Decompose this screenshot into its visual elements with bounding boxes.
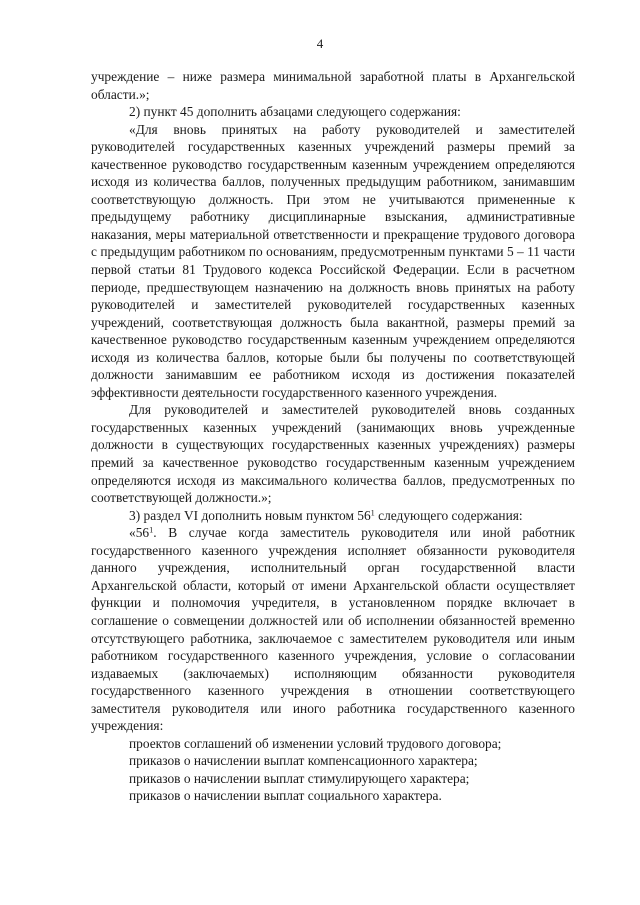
- page-number: 4: [316, 36, 324, 51]
- paragraph-new-institutions: Для руководителей и заместителей руководителей вновь созданных государственных казенных учреждений (занимающих вновь учрежденные должности в существующих государственных казенных учреждениях) размеры премий за качественное руководство государственным казенным учреждением определяются исходя из максимального количества баллов, предусмотренных по соответствующей должности.»;: [91, 402, 575, 506]
- list-item: приказов о начислении выплат стимулирующего характера;: [129, 770, 470, 786]
- paragraph-item-3: [91, 507, 575, 525]
- list-item: приказов о начислении выплат компенсационного характера;: [129, 753, 478, 769]
- document-body: [91, 68, 575, 805]
- item-3-text-end: следующего содержания:: [374, 507, 523, 523]
- list-item: приказов о начислении выплат социального характера.: [129, 788, 442, 804]
- point-56-text: . В случае когда заместитель руководителя или иной работник государственного казенного учреждения исполняет обязанности руководителя данного учреждения, исполнительный орган государственной власти Архангельской области, который от имени Архангельской области осуществляет функции и полномочия учредителя, в установленном порядке включает в соглашение о совмещении должностей или об исполнении обязанностей временно отсутствующего работника, заключаемое с заместителем руководителя или иным работником государственного казенного учреждения, условие о согласовании издаваемых (заключаемых) исполняющим обязанности руководителя государственного казенного учреждения в отношении соответствующего заместителя руководителя или иного работника государственного казенного учреждения:: [91, 525, 575, 734]
- point-56-superscript: 1: [149, 525, 154, 535]
- paragraph-quote-new-hires: «Для вновь принятых на работу руководителей и заместителей руководителей государственных казенных учреждений размеры премий за качественное руководство государственным казенным учреждением определяются исходя из количества баллов, полученных предыдущим работником, занимавшим соответствующую должность. При этом не учитываются примененные к предыдущему работнику дисциплинарные взыскания, административные наказания, меры материальной ответственности и прекращение трудового договора с предыдущим работником по основаниям, предусмотренным пунктами 5 – 11 части первой статьи 81 Трудового кодекса Российской Федерации. Если в расчетном периоде, предшествующем назначению на должность вновь принятых на работу руководителей и заместителей руководителей государственных казенных учреждений, соответствующая должность была вакантной, размеры премий за качественное руководство государственным казенным учреждением определяются исходя из количества баллов, которые были бы получены по соответствующей должности занимавшим ее работником исходя из достижения показателей эффективности деятельности государственного казенного учреждения.: [91, 121, 575, 400]
- paragraph-point-56-1: [91, 524, 575, 735]
- item-3-text: 3) раздел VI дополнить новым пунктом 56: [129, 507, 371, 523]
- paragraph-item-2: 2) пункт 45 дополнить абзацами следующего содержания:: [129, 104, 461, 120]
- paragraph-continuation: учреждение – ниже размера минимальной заработной платы в Архангельской области.»;: [91, 69, 575, 102]
- point-56-number: «56: [129, 525, 150, 541]
- item-3-superscript: 1: [370, 508, 375, 518]
- list-item: проектов соглашений об изменении условий трудового договора;: [129, 735, 502, 751]
